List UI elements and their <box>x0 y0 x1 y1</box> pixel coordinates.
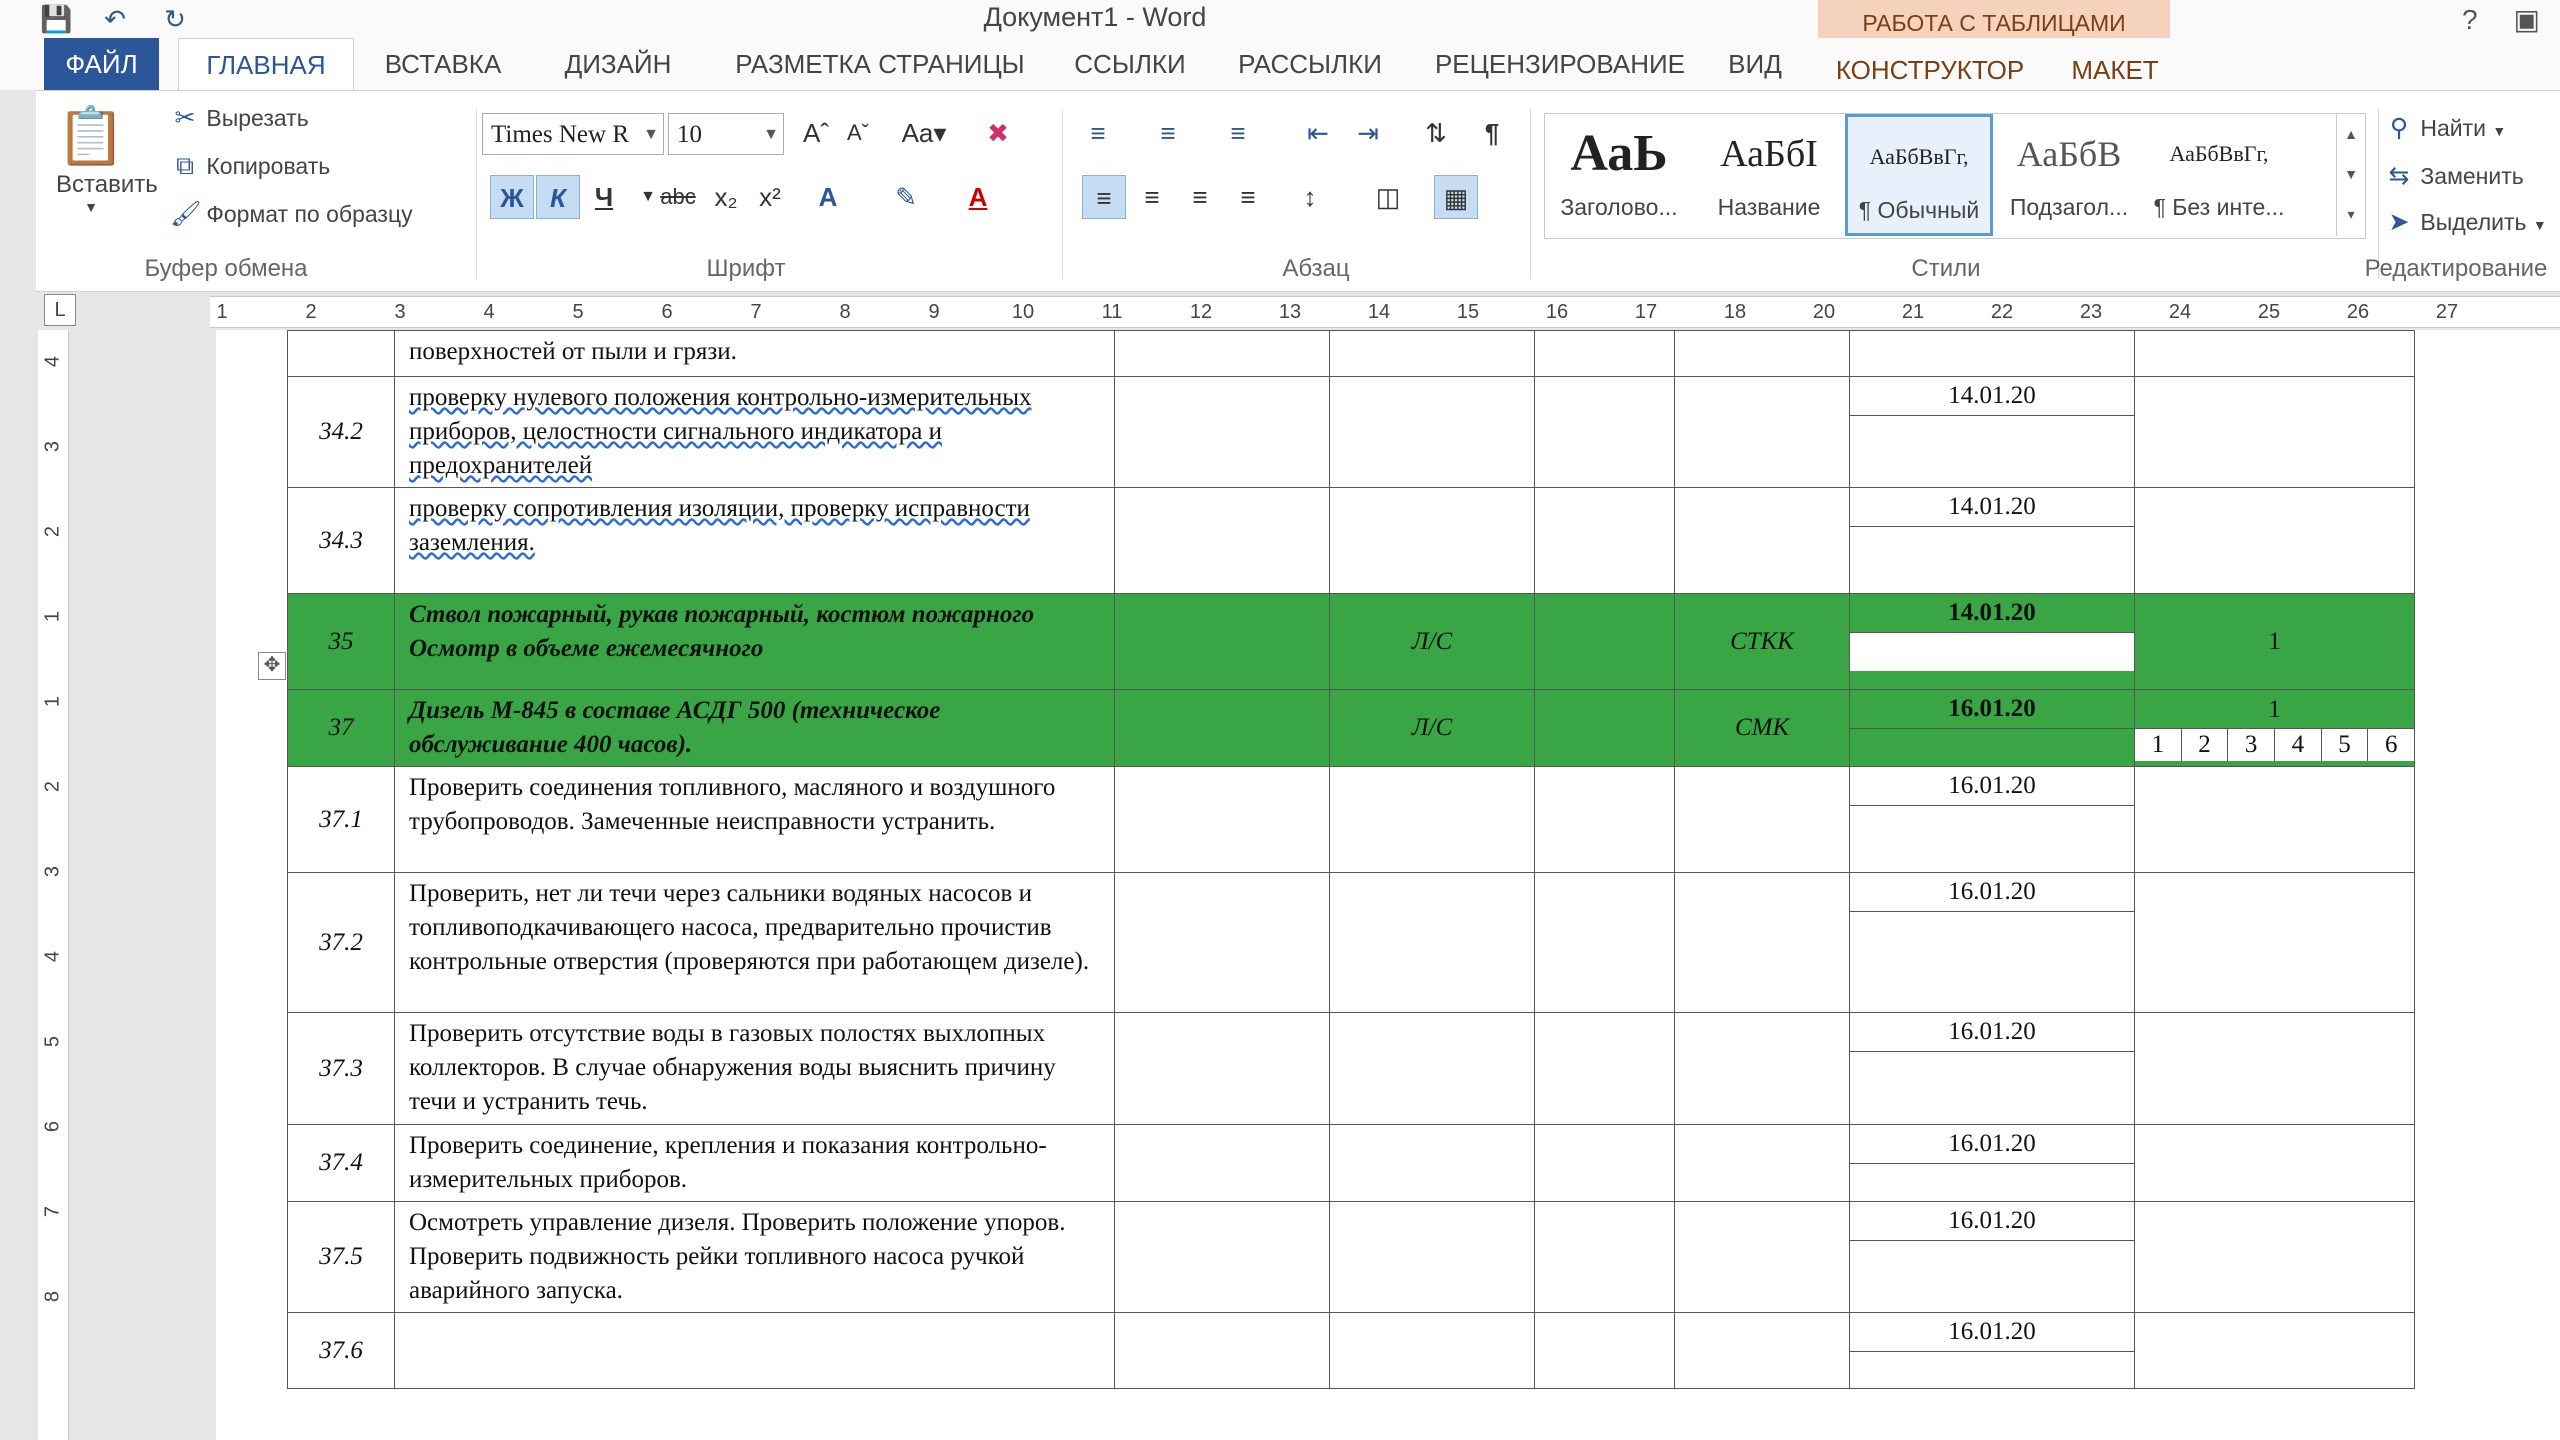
mark-cell[interactable] <box>2135 1202 2415 1313</box>
department-cell[interactable] <box>1675 767 1850 873</box>
subscript-icon[interactable]: x₂ <box>714 182 738 212</box>
ruler-number: 15 <box>1456 301 1480 323</box>
ruler-number: 5 <box>572 301 584 323</box>
styles-group-label: Стили <box>1911 255 1981 282</box>
row-number-cell[interactable]: 35 <box>288 594 395 690</box>
executor-cell[interactable] <box>1330 1202 1535 1313</box>
ruler-number: 4 <box>483 301 495 323</box>
row-description-cell[interactable]: поверхностей от пыли и грязи. <box>395 331 1115 377</box>
ruler-number: 26 <box>2346 301 2370 323</box>
table-row <box>288 690 2415 767</box>
date-value: 16.01.20 <box>1850 690 2134 729</box>
chevron-down-icon: ▼ <box>643 126 659 143</box>
row-number-cell[interactable]: 34.2 <box>288 377 395 488</box>
date-cell[interactable] <box>1850 377 2135 488</box>
title-bar <box>0 0 2560 38</box>
ruler-number: 21 <box>1901 301 1925 323</box>
empty-cell[interactable] <box>1115 488 1330 594</box>
select-button[interactable] <box>2384 207 2547 237</box>
mark-cell[interactable] <box>2135 1125 2415 1202</box>
style-sample: АаБбI <box>1720 133 1818 175</box>
date-value: 14.01.20 <box>1850 594 2134 633</box>
tab-review[interactable]: РЕЦЕНЗИРОВАНИЕ <box>1434 49 1686 79</box>
italic-button[interactable]: К <box>536 175 580 219</box>
ruler-number: 6 <box>661 301 673 323</box>
ribbon-tabs <box>0 38 2560 90</box>
date-cell[interactable] <box>1850 690 2135 767</box>
scissors-icon: ✂ <box>174 104 196 132</box>
row-description-cell[interactable] <box>395 1313 1115 1389</box>
executor-cell[interactable]: Л/С <box>1330 690 1535 767</box>
chevron-down-icon: ▼ <box>763 126 779 143</box>
tab-selector[interactable]: L <box>44 294 76 326</box>
empty-cell[interactable] <box>1535 1013 1675 1125</box>
ruler-number: 13 <box>1278 301 1302 323</box>
mark-cell[interactable] <box>2135 1013 2415 1125</box>
date-value: 16.01.20 <box>1850 1202 2134 1241</box>
chevron-down-icon: ▼ <box>2492 123 2507 139</box>
style-sample: АаБбВвГг, <box>1869 144 1969 169</box>
style-sample: АаЬ <box>1570 125 1668 182</box>
mark-cell[interactable] <box>2135 488 2415 594</box>
table-row <box>288 488 2415 594</box>
ruler-number: 5 <box>41 1035 64 1048</box>
font-name-value: Times New R <box>491 121 629 148</box>
ruler-number: 1 <box>216 301 228 323</box>
ruler-number: 9 <box>928 301 940 323</box>
tab-maket[interactable]: МАКЕТ <box>2071 55 2159 85</box>
replace-icon: ⇆ <box>2388 162 2410 190</box>
numbering-icon[interactable]: ≡ <box>1160 118 1176 148</box>
ruler-number: 11 <box>1101 301 1123 323</box>
chevron-down-icon: ▼ <box>2532 217 2547 233</box>
mark-cell[interactable] <box>2135 377 2415 488</box>
strikethrough-icon[interactable]: abc <box>660 184 696 209</box>
row-number-cell[interactable]: 37.3 <box>288 1013 395 1125</box>
ruler-number: 20 <box>1812 301 1836 323</box>
ruler-number: 1 <box>41 610 64 623</box>
empty-cell[interactable] <box>1535 1313 1675 1389</box>
date-value: 14.01.20 <box>1850 488 2134 527</box>
font-name-combo[interactable] <box>482 113 664 155</box>
style-normal[interactable] <box>1845 114 1993 236</box>
mark-cell[interactable] <box>2135 767 2415 873</box>
style-name: Заголово... <box>1560 194 1678 220</box>
highlight-icon[interactable]: ✎ <box>895 182 917 212</box>
group-divider <box>2378 109 2379 279</box>
font-color-icon[interactable]: A <box>968 182 988 212</box>
style-sample: АаБбВвГг, <box>2169 141 2269 166</box>
clipboard-icon: 📋 <box>56 104 126 167</box>
executor-cell[interactable] <box>1330 767 1535 873</box>
find-label: Найти <box>2420 115 2487 141</box>
copy-icon: ⧉ <box>176 152 194 180</box>
row-number-cell[interactable]: 37.4 <box>288 1125 395 1202</box>
row-description-cell[interactable]: проверку нулевого положения контрольно-измерительных приборов, целостности сигнального индикатора и предохранителей <box>395 377 1115 488</box>
row-description-cell[interactable]: Проверить соединения топливного, масляного и воздушного трубопроводов. Замеченные неисправности устранить. <box>395 767 1115 873</box>
table-row <box>288 1313 2415 1389</box>
tab-mailings[interactable]: РАССЫЛКИ <box>1238 49 1382 79</box>
restore-icon[interactable]: ▣ <box>2513 4 2540 35</box>
sub-number: 5 <box>2321 729 2368 761</box>
horizontal-ruler[interactable] <box>210 296 2560 328</box>
ruler-number: 18 <box>1723 301 1747 323</box>
ruler-number: 2 <box>41 780 64 793</box>
date-value: 16.01.20 <box>1850 1013 2134 1052</box>
table-row <box>288 767 2415 873</box>
ruler-number: 2 <box>41 525 64 538</box>
date-value: 14.01.20 <box>1850 377 2134 416</box>
empty-cell[interactable] <box>1115 377 1330 488</box>
justify-icon[interactable]: ≡ <box>1240 182 1256 212</box>
department-cell[interactable] <box>1675 1202 1850 1313</box>
tab-constructor[interactable]: КОНСТРУКТОР <box>1835 55 2025 85</box>
sub-number: 3 <box>2227 729 2274 761</box>
ruler-number: 23 <box>2079 301 2103 323</box>
save-icon[interactable]: 💾 <box>40 4 73 34</box>
date-cell[interactable] <box>1850 1125 2135 1202</box>
style-name: ¶ Обычный <box>1858 197 1980 223</box>
date-cell[interactable] <box>1850 873 2135 1013</box>
ribbon <box>36 90 2560 292</box>
replace-button[interactable] <box>2384 161 2524 191</box>
ruler-number: 8 <box>41 1290 64 1303</box>
clipboard-group-label: Буфер обмена <box>144 255 308 282</box>
department-cell[interactable]: СМК <box>1675 690 1850 767</box>
department-cell[interactable] <box>1675 488 1850 594</box>
executor-cell[interactable] <box>1330 488 1535 594</box>
ruler-number: 16 <box>1545 301 1569 323</box>
align-right-icon[interactable]: ≡ <box>1192 182 1208 212</box>
department-cell[interactable] <box>1675 873 1850 1013</box>
empty-cell[interactable] <box>1115 690 1330 767</box>
style-no-spacing[interactable] <box>2145 114 2293 236</box>
table-row <box>288 594 2415 690</box>
date-cell[interactable] <box>1850 1013 2135 1125</box>
date-value: 16.01.20 <box>1850 767 2134 806</box>
department-cell[interactable] <box>1675 1125 1850 1202</box>
department-cell[interactable]: СТКК <box>1675 594 1850 690</box>
mark-cell[interactable] <box>2135 1313 2415 1389</box>
executor-cell[interactable] <box>1330 331 1535 377</box>
empty-cell[interactable] <box>1115 1313 1330 1389</box>
group-divider <box>1530 109 1531 279</box>
empty-cell[interactable] <box>1535 873 1675 1013</box>
sub-number-strip <box>2135 728 2414 761</box>
row-description-cell[interactable]: проверку сопротивления изоляции, проверку исправности заземления. <box>395 488 1115 594</box>
window-title: Документ1 - Word <box>983 2 1207 32</box>
group-divider <box>476 109 477 279</box>
style-name: Название <box>1717 194 1821 220</box>
undo-icon[interactable]: ↶ <box>104 4 126 34</box>
empty-cell[interactable] <box>1115 1013 1330 1125</box>
empty-cell[interactable] <box>1535 1202 1675 1313</box>
ruler-number: 25 <box>2257 301 2281 323</box>
style-sample: АаБбВ <box>2016 134 2122 174</box>
style-name: Подзагол... <box>2009 194 2129 220</box>
executor-cell[interactable] <box>1330 1313 1535 1389</box>
empty-cell[interactable] <box>1115 767 1330 873</box>
tab-view[interactable]: ВИД <box>1728 49 1782 79</box>
date-value: 16.01.20 <box>1850 1125 2134 1164</box>
blank-white-cell[interactable] <box>1850 633 2134 671</box>
date-value: 16.01.20 <box>1850 873 2134 912</box>
ruler-number: 3 <box>41 865 64 878</box>
ruler-number: 7 <box>41 1205 64 1218</box>
row-description-cell[interactable]: Проверить, нет ли течи через сальники водяных насосов и топливоподкачивающего насоса, предварительно прочистив контрольные отверстия (проверяются при работающем дизеле). <box>395 873 1115 1013</box>
row-number-cell[interactable]: 37.6 <box>288 1313 395 1389</box>
empty-cell[interactable] <box>1535 767 1675 873</box>
table-row <box>288 873 2415 1013</box>
ruler-number: 4 <box>41 355 64 368</box>
tab-file[interactable]: ФАЙЛ <box>44 38 159 90</box>
row-number-cell[interactable] <box>288 331 395 377</box>
pilcrow-icon[interactable]: ¶ <box>1484 118 1500 148</box>
row-number-cell[interactable]: 37.2 <box>288 873 395 1013</box>
executor-cell[interactable] <box>1330 1013 1535 1125</box>
ruler-number: 3 <box>41 440 64 453</box>
table-move-handle[interactable]: ✥ <box>258 652 286 680</box>
row-description-cell[interactable]: Осмотреть управление дизеля. Проверить положение упоров. Проверить подвижность рейки топливного насоса ручкой аварийного запуска. <box>395 1202 1115 1313</box>
ruler-number: 12 <box>1189 301 1213 323</box>
brush-icon: 🖌 <box>170 200 202 228</box>
row-description-cell[interactable]: Ствол пожарный, рукав пожарный, костюм пожарного Осмотр в объеме ежемесячного <box>395 594 1115 690</box>
align-left-icon[interactable]: ≡ <box>1082 175 1126 219</box>
cut-label: Вырезать <box>206 105 309 131</box>
date-cell[interactable] <box>1850 488 2135 594</box>
clear-format-icon[interactable]: ✖ <box>987 118 1009 148</box>
empty-cell[interactable] <box>1115 1125 1330 1202</box>
styles-gallery <box>1544 113 2366 239</box>
sort-icon[interactable]: ⇅ <box>1425 118 1447 148</box>
department-cell[interactable] <box>1675 1013 1850 1125</box>
binoculars-icon: ⚲ <box>2389 114 2409 142</box>
paragraph-group-label: Абзац <box>1282 255 1350 282</box>
font-size-value: 10 <box>677 121 702 148</box>
mark-cell[interactable] <box>2135 690 2415 767</box>
align-center-icon[interactable]: ≡ <box>1144 182 1160 212</box>
ruler-number: 6 <box>41 1120 64 1133</box>
tab-page-layout[interactable]: РАЗМЕТКА СТРАНИЦЫ <box>735 49 1025 79</box>
tab-insert[interactable]: ВСТАВКА <box>384 49 502 79</box>
ruler-number: 8 <box>839 301 851 323</box>
style-name: ¶ Без инте... <box>2153 194 2285 220</box>
maintenance-table <box>287 330 2415 1389</box>
font-group-label: Шрифт <box>706 255 786 282</box>
row-description-cell[interactable]: Проверить соединение, крепления и показания контрольно-измерительных приборов. <box>395 1125 1115 1202</box>
ruler-number: 27 <box>2435 301 2459 323</box>
executor-cell[interactable] <box>1330 377 1535 488</box>
empty-cell[interactable] <box>1115 1202 1330 1313</box>
ruler-number: 22 <box>1990 301 2014 323</box>
borders-icon[interactable]: ▦ <box>1434 175 1478 219</box>
date-cell[interactable] <box>1850 331 2135 377</box>
date-cell[interactable] <box>1850 1313 2135 1389</box>
executor-cell[interactable] <box>1330 873 1535 1013</box>
cursor-icon: ➤ <box>2388 208 2410 236</box>
help-icon[interactable]: ? <box>2461 4 2478 35</box>
editing-group-label: Редактирование <box>2364 255 2548 282</box>
table-row <box>288 331 2415 377</box>
row-number-cell[interactable]: 34.3 <box>288 488 395 594</box>
bold-button[interactable]: Ж <box>490 175 534 219</box>
executor-cell[interactable]: Л/С <box>1330 594 1535 690</box>
date-cell[interactable] <box>1850 767 2135 873</box>
find-button[interactable] <box>2384 113 2506 143</box>
ruler-number: 4 <box>41 950 64 963</box>
cut-button[interactable] <box>170 103 309 133</box>
empty-cell[interactable] <box>1535 331 1675 377</box>
bullets-icon[interactable]: ≡ <box>1090 118 1106 148</box>
empty-cell[interactable] <box>1115 873 1330 1013</box>
group-divider <box>1062 109 1063 279</box>
ruler-number: 14 <box>1367 301 1391 323</box>
format-painter-label: Формат по образцу <box>206 201 413 227</box>
table-tools-label: РАБОТА С ТАБЛИЦАМИ <box>1818 0 2170 50</box>
date-value: 16.01.20 <box>1850 1313 2134 1352</box>
date-cell[interactable] <box>1850 1202 2135 1313</box>
empty-cell[interactable] <box>1535 1125 1675 1202</box>
table-row <box>288 1202 2415 1313</box>
sub-number: 2 <box>2181 729 2228 761</box>
empty-cell[interactable] <box>1535 488 1675 594</box>
tab-references[interactable]: ССЫЛКИ <box>1074 49 1186 79</box>
sub-number: 4 <box>2274 729 2321 761</box>
replace-label: Заменить <box>2420 163 2524 189</box>
paste-button[interactable] <box>56 101 158 215</box>
table-row <box>288 1125 2415 1202</box>
empty-cell[interactable] <box>1115 331 1330 377</box>
shading-icon[interactable]: ◫ <box>1375 182 1401 212</box>
row-number-cell[interactable]: 37.5 <box>288 1202 395 1313</box>
decrease-indent-icon[interactable]: ⇤ <box>1307 118 1329 148</box>
row-description-cell[interactable]: Дизель М-845 в составе АСДГ 500 (техническое обслуживание 400 часов). <box>395 690 1115 767</box>
shrink-font-icon[interactable]: Aˇ <box>847 120 869 145</box>
empty-cell[interactable] <box>1535 594 1675 690</box>
sub-number: 1 <box>2135 729 2181 761</box>
chevron-down-icon[interactable]: ▼ <box>640 188 656 205</box>
style-heading[interactable] <box>1545 114 1693 236</box>
department-cell[interactable] <box>1675 377 1850 488</box>
empty-cell[interactable] <box>1115 594 1330 690</box>
mark-value: 1 <box>2268 695 2281 723</box>
department-cell[interactable] <box>1675 331 1850 377</box>
row-number-cell[interactable]: 37.1 <box>288 767 395 873</box>
styles-scroll[interactable]: ▲ ▼ ▾ <box>2336 114 2365 236</box>
redo-icon[interactable]: ↻ <box>164 4 186 34</box>
date-value <box>1850 331 2134 369</box>
mark-value: 1 <box>2268 627 2281 655</box>
table-row <box>288 1013 2415 1125</box>
style-subtitle[interactable] <box>1995 114 2143 236</box>
format-painter-button[interactable] <box>170 199 413 229</box>
line-spacing-icon[interactable]: ↕ <box>1303 182 1317 212</box>
ruler-number: 7 <box>750 301 762 323</box>
row-description-cell[interactable]: Проверить отсутствие воды в газовых полостях выхлопных коллекторов. В случае обнаружения воды выяснить причину течи и устранить течь. <box>395 1013 1115 1125</box>
executor-cell[interactable] <box>1330 1125 1535 1202</box>
table-row <box>288 377 2415 488</box>
grow-font-icon[interactable]: Aˆ <box>803 118 829 148</box>
mark-cell[interactable] <box>2135 873 2415 1013</box>
select-label: Выделить <box>2420 209 2527 235</box>
copy-label: Копировать <box>206 153 331 179</box>
copy-button[interactable] <box>170 151 330 181</box>
ruler-number: 3 <box>394 301 406 323</box>
tab-home[interactable]: ГЛАВНАЯ <box>178 38 354 91</box>
paste-label: Вставить <box>56 171 158 198</box>
underline-button[interactable]: Ч <box>594 182 614 212</box>
text-effects-icon[interactable]: A <box>818 182 838 212</box>
ruler-number: 24 <box>2168 301 2192 323</box>
style-title[interactable] <box>1695 114 1843 236</box>
tab-design[interactable]: ДИЗАЙН <box>564 49 672 79</box>
ruler-number: 2 <box>305 301 317 323</box>
empty-cell[interactable] <box>1535 690 1675 767</box>
ruler-number: 1 <box>41 695 64 708</box>
chevron-down-icon: ▼ <box>84 199 98 215</box>
vertical-ruler[interactable] <box>38 330 69 1440</box>
ruler-number: 10 <box>1011 301 1035 323</box>
font-size-combo[interactable] <box>668 113 784 155</box>
ruler-number: 17 <box>1634 301 1658 323</box>
mark-cell[interactable] <box>2135 331 2415 377</box>
increase-indent-icon[interactable]: ⇥ <box>1357 118 1379 148</box>
window-controls <box>2462 0 2540 40</box>
date-cell[interactable] <box>1850 594 2135 690</box>
superscript-icon[interactable]: x² <box>759 182 781 212</box>
sub-number: 6 <box>2367 729 2414 761</box>
multilevel-list-icon[interactable]: ≡ <box>1230 118 1246 148</box>
department-cell[interactable] <box>1675 1313 1850 1389</box>
mark-cell[interactable] <box>2135 594 2415 690</box>
empty-cell[interactable] <box>1535 377 1675 488</box>
row-number-cell[interactable]: 37 <box>288 690 395 767</box>
change-case-icon[interactable]: Aa▾ <box>901 118 947 148</box>
